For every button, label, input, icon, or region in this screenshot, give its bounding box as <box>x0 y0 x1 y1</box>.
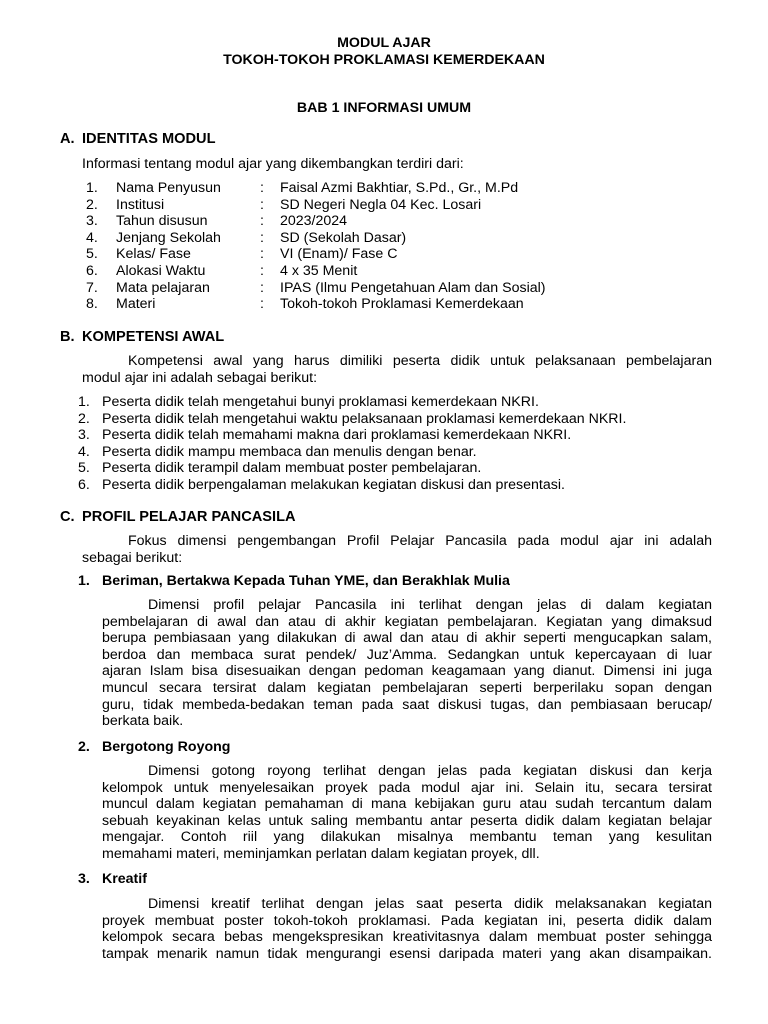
paragraph-line: mengajar. Contoh riil yang dilakukan misalnya membantu teman yang kesulitan <box>102 829 712 846</box>
section-a-heading <box>60 131 216 148</box>
subsection-num: 3. <box>78 871 90 887</box>
list-text: Peserta didik berpengalaman melakukan kegiatan diskusi dan presentasi. <box>102 477 565 493</box>
section-c-heading <box>60 509 296 526</box>
paragraph-line: ajaran Islam bisa disesuaikan dengan pedoman keagamaan yang dianut. Dimensi ini juga <box>102 663 712 680</box>
section-c-intro-line1: Fokus dimensi pengembangan Profil Pelajar Pancasila pada modul ajar ini adalah <box>128 533 712 549</box>
identity-num: 1. <box>86 180 98 196</box>
identity-sep: : <box>260 279 264 296</box>
paragraph-line: pembelajaran di awal dan atau di akhir kegiatan pembelajaran. Kegiatan yang dimaksud <box>102 613 712 630</box>
identity-key: Kelas/ Fase <box>116 246 191 263</box>
identity-value: Tokoh-tokoh Proklamasi Kemerdekaan <box>280 296 524 313</box>
section-b-intro-line2: modul ajar ini adalah sebagai berikut: <box>82 369 318 386</box>
subsection-title: Kreatif <box>102 871 147 887</box>
list-text: Peserta didik telah memahami makna dari proklamasi kemerdekaan NKRI. <box>102 427 572 444</box>
identity-sep: : <box>260 296 264 313</box>
paragraph-line: Dimensi profil pelajar Pancasila ini terlihat dengan jelas di dalam kegiatan <box>148 597 712 613</box>
subsection-title: Beriman, Bertakwa Kepada Tuhan YME, dan Berakhlak Mulia <box>102 573 510 589</box>
list-num: 2. <box>78 410 90 427</box>
identity-num: 8. <box>86 296 98 313</box>
list-num: 5. <box>78 460 90 477</box>
section-b-title: KOMPETENSI AWAL <box>82 329 225 345</box>
identity-num: 5. <box>86 246 98 263</box>
paragraph-line: kelompok secara bebas mengekspresikan kreativitasnya dalam membuat poster sehingga <box>102 929 712 946</box>
paragraph-line: guru, tidak membeda-bedakan teman pada saat diskusi tugas, dan pembiasaan berucap/ <box>102 696 712 713</box>
paragraph-line: berdoa dan membaca surat pendek/ Juz’Amma. Sedangkan untuk kepercayaan di luar <box>102 646 712 663</box>
identity-num: 3. <box>86 213 98 230</box>
section-c-title: PROFIL PELAJAR PANCASILA <box>82 509 296 525</box>
paragraph-line: Dimensi kreatif terlihat dengan jelas saat peserta didik melaksanakan kegiatan <box>148 896 712 912</box>
identity-key: Materi <box>116 296 156 313</box>
list-num: 6. <box>78 477 90 493</box>
identity-num: 4. <box>86 229 98 246</box>
section-c-intro-line2: sebagai berikut: <box>82 549 183 566</box>
identity-sep: : <box>260 246 264 263</box>
identity-key: Mata pelajaran <box>116 279 210 296</box>
paragraph-line: berupa pembiasaan yang dilakukan di awal dan atau di akhir seperti mengucapkan salam, <box>102 630 712 647</box>
section-b-heading <box>60 329 224 346</box>
section-a-title: IDENTITAS MODUL <box>82 131 216 147</box>
list-num: 1. <box>78 394 90 410</box>
section-a-letter: A. <box>60 131 75 147</box>
identity-value: 4 x 35 Menit <box>280 263 358 279</box>
list-num: 4. <box>78 443 90 460</box>
paragraph-line: memahami materi, meminjamkan perlatan dalam kegiatan proyek, dll. <box>102 845 540 862</box>
paragraph-line: muncul secara tersirat dalam kegiatan pembelajaran seperti berperilaku sopan dengan <box>102 679 712 696</box>
list-text: Peserta didik telah mengetahui waktu pelaksanaan proklamasi kemerdekaan NKRI. <box>102 410 627 427</box>
paragraph-line: tampak menarik namun tidak mengurangi esensi daripada materi yang akan disampaikan. <box>102 945 712 962</box>
subsection-2-paragraph <box>102 763 712 863</box>
identity-value: SD Negeri Negla 04 Kec. Losari <box>280 196 482 213</box>
identity-key: Tahun disusun <box>116 213 208 230</box>
identity-key: Nama Penyusun <box>116 180 221 196</box>
identity-sep: : <box>260 229 264 246</box>
list-text: Peserta didik mampu membaca dan menulis dengan benar. <box>102 443 477 460</box>
list-num: 3. <box>78 427 90 444</box>
paragraph-line: Dimensi gotong royong terlihat dengan jelas pada kegiatan diskusi dan kerja <box>148 763 712 779</box>
identity-sep: : <box>260 263 264 279</box>
subsection-3-paragraph <box>102 896 712 962</box>
module-label: MODUL AJAR <box>337 35 431 51</box>
section-b-intro-line1: Kompetensi awal yang harus dimiliki peserta didik untuk pelaksanaan pembelajaran <box>128 353 712 369</box>
identity-value: VI (Enam)/ Fase C <box>280 246 398 263</box>
identity-key: Alokasi Waktu <box>116 263 206 279</box>
subsection-title: Bergotong Royong <box>102 739 231 755</box>
section-b-letter: B. <box>60 329 75 345</box>
paragraph-line: muncul dalam kegiatan pemahaman di mana kebijakan guru atau sudah tercantum dalam <box>102 796 712 813</box>
identity-sep: : <box>260 213 264 230</box>
identity-value: IPAS (Ilmu Pengetahuan Alam dan Sosial) <box>280 279 546 296</box>
identity-sep: : <box>260 180 264 196</box>
paragraph-line: sebuah keyakinan kelas untuk saling membantu antar peserta didik dalam kegiatan belajar <box>102 812 712 829</box>
identity-key: Institusi <box>116 196 165 213</box>
section-a-intro: Informasi tentang modul ajar yang dikembangkan terdiri dari: <box>82 156 464 172</box>
paragraph-line: kelompok untuk menyelesaikan proyek pada modul ajar ini. Selain itu, secara tersirat <box>102 779 712 796</box>
identity-num: 7. <box>86 279 98 296</box>
identity-key: Jenjang Sekolah <box>116 229 221 246</box>
identity-num: 2. <box>86 196 98 213</box>
subsection-num: 1. <box>78 573 90 589</box>
subsection-num: 2. <box>78 739 90 755</box>
subsection-1-paragraph <box>102 597 712 730</box>
list-text: Peserta didik terampil dalam membuat poster pembelajaran. <box>102 460 482 477</box>
identity-value: Faisal Azmi Bakhtiar, S.Pd., Gr., M.Pd <box>280 180 519 196</box>
section-c-letter: C. <box>60 509 75 525</box>
identity-value: 2023/2024 <box>280 213 348 230</box>
paragraph-line: berkata baik. <box>102 713 184 730</box>
identity-value: SD (Sekolah Dasar) <box>280 229 407 246</box>
chapter-title: BAB 1 INFORMASI UMUM <box>296 100 472 116</box>
module-title: TOKOH-TOKOH PROKLAMASI KEMERDEKAAN <box>223 52 545 68</box>
identity-sep: : <box>260 196 264 213</box>
paragraph-line: proyek membuat poster tokoh-tokoh proklamasi. Pada kegiatan ini, peserta didik dalam <box>102 912 712 929</box>
identity-num: 6. <box>86 263 98 279</box>
list-text: Peserta didik telah mengetahui bunyi proklamasi kemerdekaan NKRI. <box>102 394 539 410</box>
